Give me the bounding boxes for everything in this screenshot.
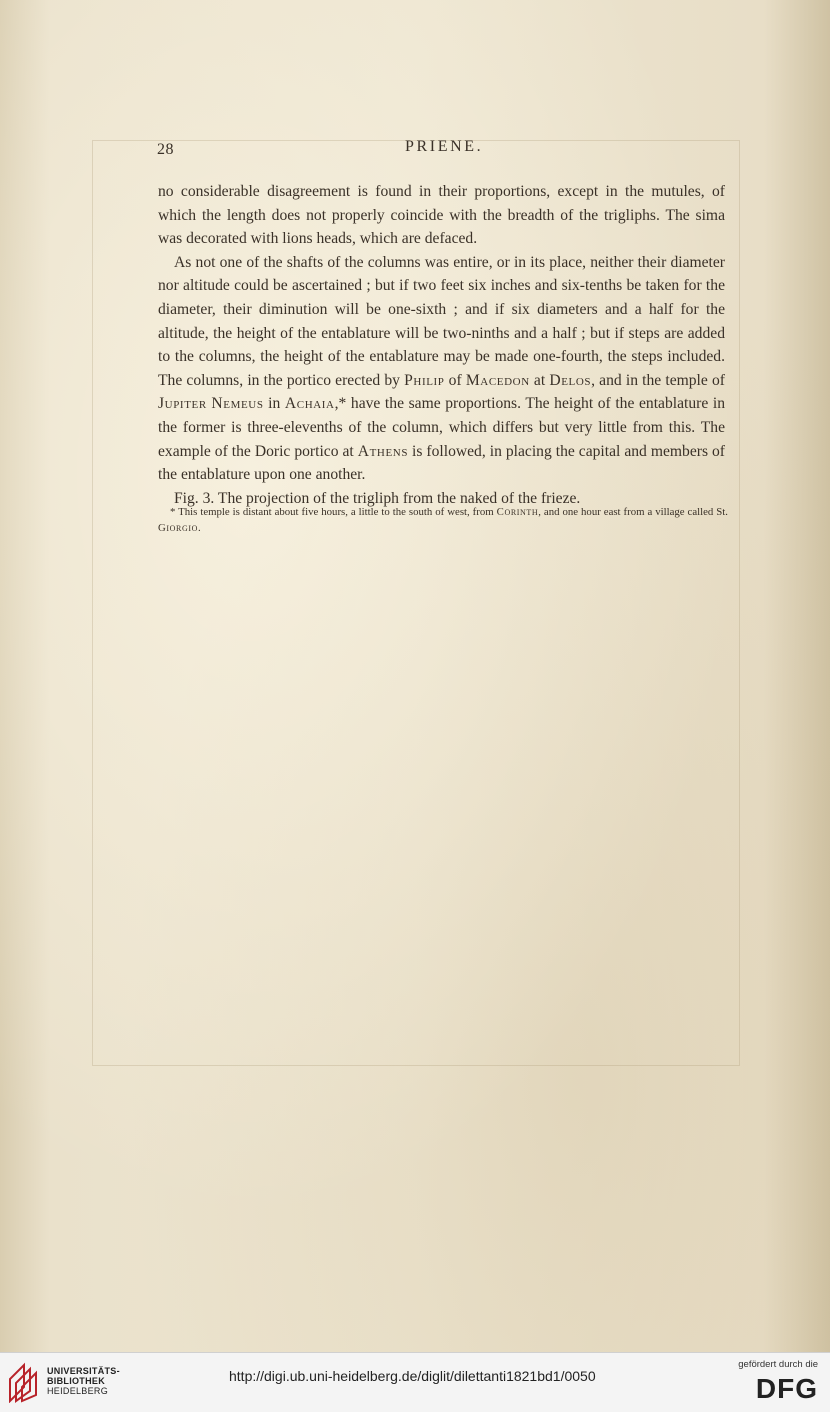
permalink-url[interactable]: http://digi.ub.uni-heidelberg.de/diglit/dilettanti1821bd1/0050 — [229, 1368, 596, 1384]
library-name-line-1: UNIVERSITÄTS- — [47, 1366, 120, 1376]
name-delos: Delos — [549, 371, 592, 389]
body-text — [158, 180, 725, 510]
name-athens: Athens — [357, 442, 409, 460]
funded-by-label: gefördert durch die — [738, 1359, 818, 1370]
name-jupiter: Jupiter — [158, 395, 207, 413]
university-library-logo-icon — [8, 1361, 40, 1403]
library-name-line-2: BIBLIOTHEK — [47, 1376, 105, 1386]
paragraph-1: no considerable disagreement is found in their proportions, except in the mutules, of which the length does not properly coincide with the breadth of the trigliphs. The sima was decorated with lions heads, which are defaced. — [158, 183, 725, 248]
name-macedon: Macedon — [465, 371, 530, 389]
dfg-logo: DFG — [755, 1373, 818, 1404]
name-corinth: Corinth — [496, 506, 539, 518]
paragraph-2-part-b: have the same proportions. The height of the entablature in the former is three-elevenths of the column, which differs but very little from this. The example of the Doric portico at — [158, 395, 726, 460]
name-achaia: Achaia — [284, 395, 335, 413]
footnote-reference-mark: ,* — [334, 395, 347, 413]
paragraph-2-part-a: As not one of the shafts of the columns was entire, or in its place, neither their diameter nor altitude could be ascertained ; but if two feet six inches and six-tenths be taken for the diameter, their diminution will be one-sixth ; and if six diameters and a half for the altitude, the height of the entablature will be two-ninths and a half ; but if steps are added to the columns, the height of the entablature may be made one-fourth, the steps included. The columns, in the portico erected by — [158, 253, 725, 389]
figure-description: The projection of the trigliph from the naked of the frieze. — [214, 489, 581, 507]
viewer-footer-bar — [0, 1352, 830, 1412]
name-nemeus: Nemeus — [211, 395, 264, 413]
name-philip: Philip — [404, 371, 445, 389]
page-number: 28 — [157, 141, 174, 158]
figure-label: Fig. 3. — [174, 489, 215, 507]
library-name-line-3: HEIDELBERG — [47, 1386, 109, 1396]
paragraph-2-part-c: is followed, in placing the capital and members of the entablature upon one another. — [158, 442, 725, 484]
name-giorgio: Giorgio — [158, 522, 198, 534]
paragraph-2: As not one of the shafts of the columns was entire, or in its place, neither their diameter nor altitude could be ascertained ; but if two feet six inches and six-tenths be taken for the diameter, their diminution will be one-sixth ; and if six diameters and a half for the altitude, the height of the entablature will be two-ninths and a half ; but if steps are added to the columns, the height of the entablature may be made one-fourth, the steps included. The columns, in the portico erected by Philip of Macedon at Delos, and in the temple of Jupiter Nemeus in Achaia,* have the same proportions. The height of the entablature in the former is three-elevenths of the column, which differs but very little from this. The example of the Doric portico at Athens is followed, in placing the capital and members of the entablature upon one another. — [158, 253, 726, 484]
running-head: PRIENE. — [405, 138, 484, 155]
footnote: * This temple is distant about five hours, a little to the south of west, from Corinth, and one hour east from a village called St. Giorgio. — [158, 506, 728, 534]
